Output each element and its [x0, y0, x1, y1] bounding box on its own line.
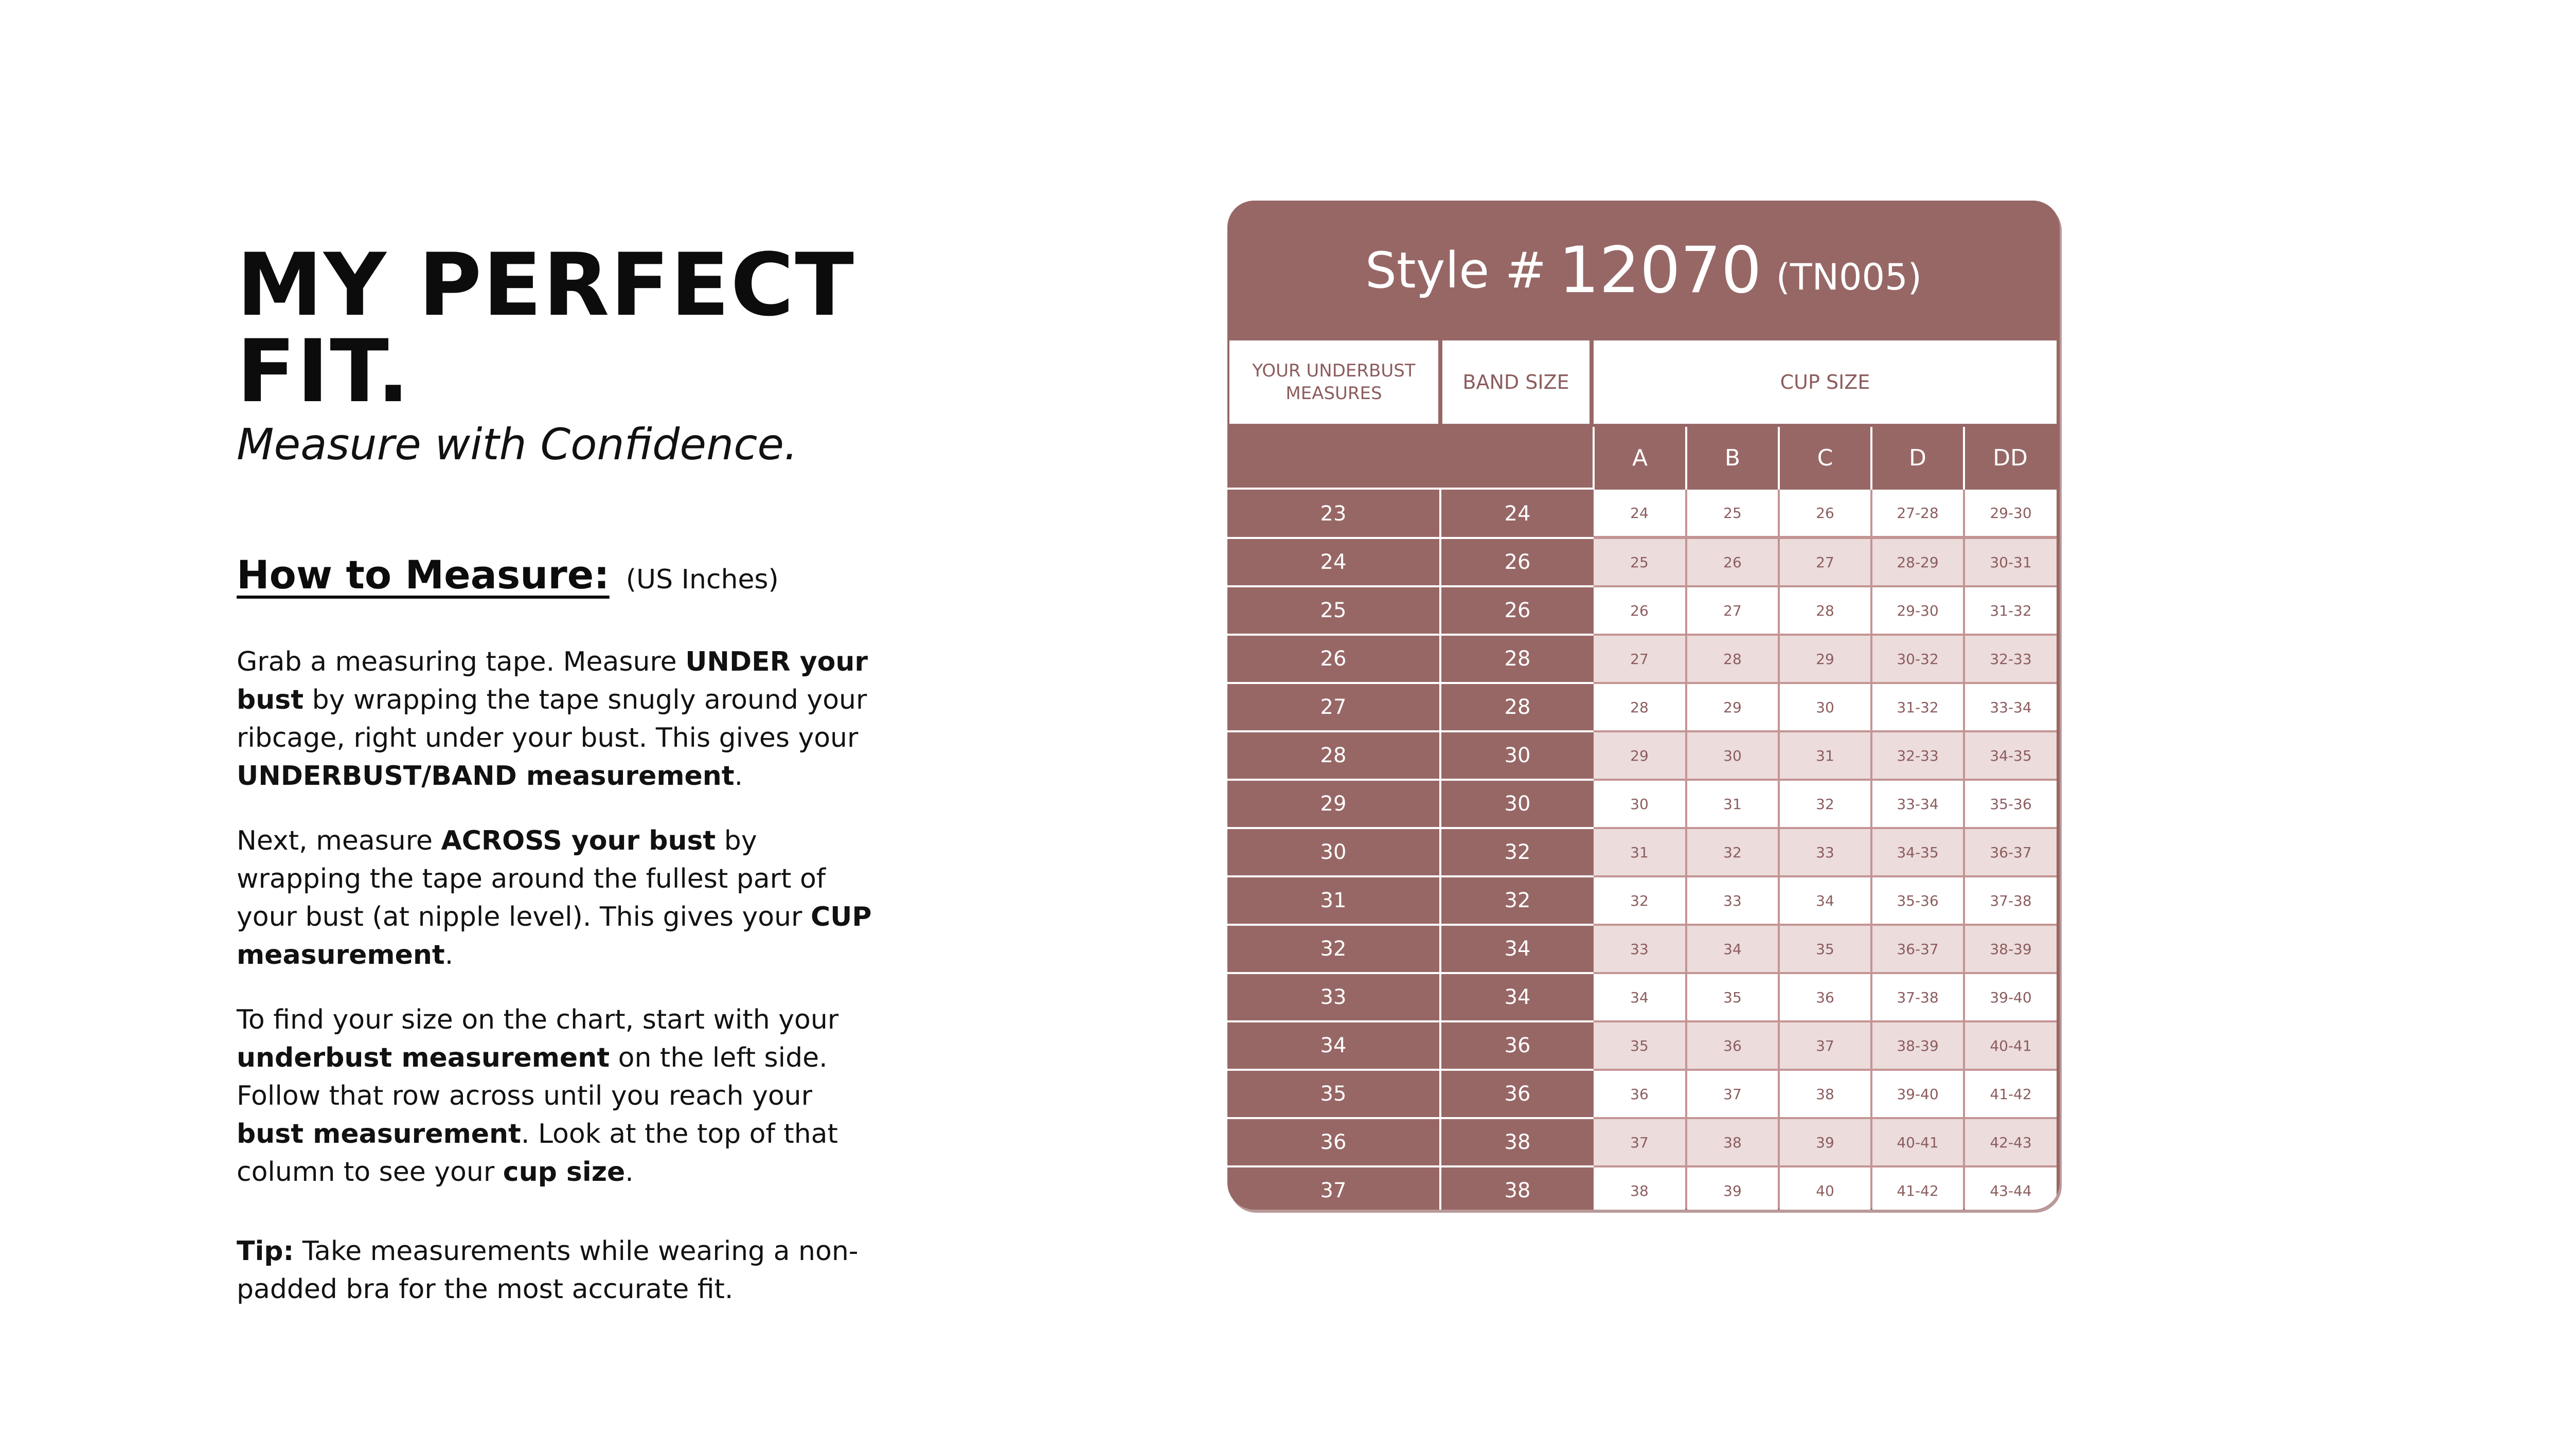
cup-size-cell: 26 [1780, 490, 1870, 536]
band-size-value: 34 [1504, 937, 1531, 961]
underbust-value: 24 [1320, 550, 1347, 574]
text-run: cup size [503, 1156, 626, 1188]
cup-column-header [1594, 340, 2057, 424]
band-size-value: 24 [1504, 502, 1531, 526]
text-run: Grab a measuring tape. Measure [237, 646, 686, 677]
cup-size-cell: 33 [1594, 926, 1685, 972]
band-size-value: 28 [1504, 695, 1531, 719]
row-separator [1227, 488, 1594, 490]
cup-size-cell: 36-37 [1965, 829, 2057, 875]
underbust-value: 23 [1320, 502, 1347, 526]
instruction-find-size [237, 1001, 885, 1191]
chart-title [1227, 201, 2060, 340]
text-run: underbust measurement [237, 1042, 610, 1073]
cup-size-cell: 28 [1687, 636, 1778, 682]
cup-size-cell: 30 [1687, 732, 1778, 779]
style-number: 12070 [1559, 233, 1762, 308]
cup-size-cell: 43-44 [1965, 1167, 2057, 1210]
style-code: (TN005) [1776, 256, 1922, 298]
cup-size-cell: 40-41 [1965, 1022, 2057, 1069]
size-chart [1227, 201, 2060, 1210]
underbust-value: 26 [1320, 647, 1347, 671]
cup-divider [1963, 427, 1965, 490]
band-size-value: 36 [1504, 1034, 1531, 1057]
underbust-value: 25 [1320, 599, 1347, 622]
cup-size-cell: 27-28 [1872, 490, 1963, 536]
cup-size-cell: 28 [1780, 587, 1870, 634]
cup-size-cell: 36-37 [1872, 926, 1963, 972]
cup-size-cell: 29 [1687, 684, 1778, 730]
cup-letter-dd: DD [1993, 444, 2028, 471]
cup-size-cell: 32 [1780, 781, 1870, 827]
instruction-underbust [237, 643, 885, 795]
cup-size-cell: 29 [1594, 732, 1685, 779]
text-run: UNDERBUST/BAND measurement [237, 760, 735, 792]
underbust-value: 34 [1320, 1034, 1347, 1057]
cup-size-cell: 39 [1687, 1167, 1778, 1210]
cup-size-cell: 27 [1780, 539, 1870, 585]
cup-size-cell: 34-35 [1965, 732, 2057, 779]
cup-letter-b: B [1724, 444, 1741, 471]
cup-size-cell: 30-31 [1965, 539, 2057, 585]
cup-size-cell: 30 [1780, 684, 1870, 730]
cup-header-label: CUP SIZE [1780, 371, 1870, 393]
text-run: To find your size on the chart, start with your [237, 1004, 839, 1035]
cup-size-cell: 41-42 [1965, 1071, 2057, 1117]
cup-divider [1685, 427, 1687, 490]
cup-size-cell: 28 [1594, 684, 1685, 730]
cup-size-cell: 33 [1687, 877, 1778, 924]
underbust-value: 35 [1320, 1082, 1347, 1106]
cup-size-cell: 32-33 [1872, 732, 1963, 779]
cup-size-cell: 35 [1594, 1022, 1685, 1069]
band-size-value: 30 [1504, 744, 1531, 767]
band-size-value: 32 [1504, 889, 1531, 912]
text-run: Take measurements while wearing a non-padded bra for the most accurate fit. [237, 1235, 859, 1305]
cup-size-cell: 34 [1780, 877, 1870, 924]
cup-size-cell: 38 [1594, 1167, 1685, 1210]
text-run: . [444, 939, 454, 970]
cup-size-cell: 29 [1780, 636, 1870, 682]
text-run: Tip: [237, 1235, 294, 1267]
cup-size-cell: 26 [1594, 587, 1685, 634]
underbust-value: 27 [1320, 695, 1347, 719]
cup-letter-d: D [1909, 444, 1926, 471]
cup-letter-c: C [1817, 444, 1833, 471]
cup-size-cell: 37 [1780, 1022, 1870, 1069]
band-column-header [1442, 340, 1589, 424]
cup-size-cell: 37 [1594, 1119, 1685, 1165]
text-run: UNDER your bust [237, 646, 868, 715]
instruction-bust [237, 822, 885, 974]
band-size-value: 26 [1504, 550, 1531, 574]
cup-size-cell: 32 [1687, 829, 1778, 875]
cup-size-cell: 38 [1687, 1119, 1778, 1165]
underbust-value: 32 [1320, 937, 1347, 961]
cup-size-cell: 32-33 [1965, 636, 2057, 682]
cup-letter-a: A [1632, 444, 1648, 471]
text-run: . Look at the top of that column to see your [237, 1118, 838, 1188]
underbust-value: 33 [1320, 985, 1347, 1009]
page-title: MY PERFECT FIT. [237, 235, 855, 422]
cup-size-cell: 34-35 [1872, 829, 1963, 875]
underbust-value: 36 [1320, 1130, 1347, 1154]
cup-size-cell: 38 [1780, 1071, 1870, 1117]
cup-size-cell: 36 [1780, 974, 1870, 1020]
cup-size-cell: 32 [1594, 877, 1685, 924]
text-run: by wrapping the tape snugly around your ribcage, right under your bust. This gives your [237, 684, 867, 753]
cup-size-cell: 37 [1687, 1071, 1778, 1117]
cup-size-cell: 39-40 [1872, 1071, 1963, 1117]
cup-size-cell: 30-32 [1872, 636, 1963, 682]
cup-size-cell: 37-38 [1872, 974, 1963, 1020]
cup-size-cell: 35-36 [1872, 877, 1963, 924]
intro-section [237, 235, 885, 1335]
band-size-value: 34 [1504, 985, 1531, 1009]
text-run: . [734, 760, 743, 792]
cup-size-cell: 31-32 [1965, 587, 2057, 634]
cup-size-cell: 31-32 [1872, 684, 1963, 730]
cup-size-cell: 25 [1687, 490, 1778, 536]
cup-size-cell: 34 [1594, 974, 1685, 1020]
text-run: . [625, 1156, 634, 1188]
cup-size-cell: 40 [1780, 1167, 1870, 1210]
tip-text [237, 1232, 885, 1308]
cup-size-cell: 42-43 [1965, 1119, 2057, 1165]
style-prefix: Style # [1365, 242, 1547, 299]
cup-divider [1593, 427, 1595, 490]
cup-size-cell: 31 [1780, 732, 1870, 779]
cup-size-cell: 39 [1780, 1119, 1870, 1165]
underbust-value: 31 [1320, 889, 1347, 912]
text-run: Next, measure [237, 825, 441, 856]
cup-size-cell: 37-38 [1965, 877, 2057, 924]
cup-size-cell: 38-39 [1965, 926, 2057, 972]
cup-size-cell: 35 [1687, 974, 1778, 1020]
cup-size-cell: 35 [1780, 926, 1870, 972]
band-size-value: 32 [1504, 840, 1531, 864]
underbust-value: 37 [1320, 1179, 1347, 1202]
cup-size-cell: 26 [1687, 539, 1778, 585]
text-run: by wrapping the tape around the fullest part of your bust (at nipple level). This gives your [237, 825, 826, 932]
band-size-value: 38 [1504, 1130, 1531, 1154]
cup-size-cell: 33-34 [1965, 684, 2057, 730]
cup-size-cell: 33-34 [1872, 781, 1963, 827]
band-size-value: 26 [1504, 599, 1531, 622]
page-subtitle: Measure with Confidence. [237, 419, 798, 470]
cup-size-cell: 31 [1687, 781, 1778, 827]
cup-size-cell: 36 [1594, 1071, 1685, 1117]
cup-size-cell: 34 [1687, 926, 1778, 972]
cup-size-cell: 27 [1594, 636, 1685, 682]
cup-size-cell: 30 [1594, 781, 1685, 827]
band-size-value: 28 [1504, 647, 1531, 671]
text-run: bust measurement [237, 1118, 521, 1149]
band-size-value: 30 [1504, 792, 1531, 816]
cup-size-grid [1594, 490, 2057, 1209]
cup-divider [1778, 427, 1780, 490]
underbust-value: 29 [1320, 792, 1347, 816]
underbust-column-header [1229, 340, 1438, 424]
how-to-measure-heading: How to Measure: [237, 551, 610, 598]
cup-size-cell: 38-39 [1872, 1022, 1963, 1069]
cup-size-cell: 39-40 [1965, 974, 2057, 1020]
cup-size-cell: 29-30 [1965, 490, 2057, 536]
cup-size-cell: 24 [1594, 490, 1685, 536]
band-header-label: BAND SIZE [1462, 371, 1569, 393]
underbust-header-label: YOUR UNDERBUST MEASURES [1252, 361, 1416, 404]
cup-size-cell: 28-29 [1872, 539, 1963, 585]
text-run: ACROSS your bust [441, 825, 716, 856]
underbust-value: 28 [1320, 744, 1347, 767]
underbust-value: 30 [1320, 840, 1347, 864]
cup-size-cell: 25 [1594, 539, 1685, 585]
band-size-value: 36 [1504, 1082, 1531, 1106]
band-size-value: 38 [1504, 1179, 1531, 1202]
cup-size-cell: 33 [1780, 829, 1870, 875]
unit-note: (US Inches) [626, 564, 779, 595]
cup-divider [1870, 427, 1872, 490]
cup-size-cell: 41-42 [1872, 1167, 1963, 1210]
cup-size-cell: 40-41 [1872, 1119, 1963, 1165]
text-run: on the left side. Follow that row across until you reach your [237, 1042, 828, 1111]
cup-size-cell: 36 [1687, 1022, 1778, 1069]
cup-size-cell: 27 [1687, 587, 1778, 634]
cup-size-cell: 35-36 [1965, 781, 2057, 827]
how-to-measure-header [237, 552, 885, 598]
cup-size-cell: 29-30 [1872, 587, 1963, 634]
text-run: CUP measurement [237, 901, 872, 970]
cup-size-cell: 31 [1594, 829, 1685, 875]
